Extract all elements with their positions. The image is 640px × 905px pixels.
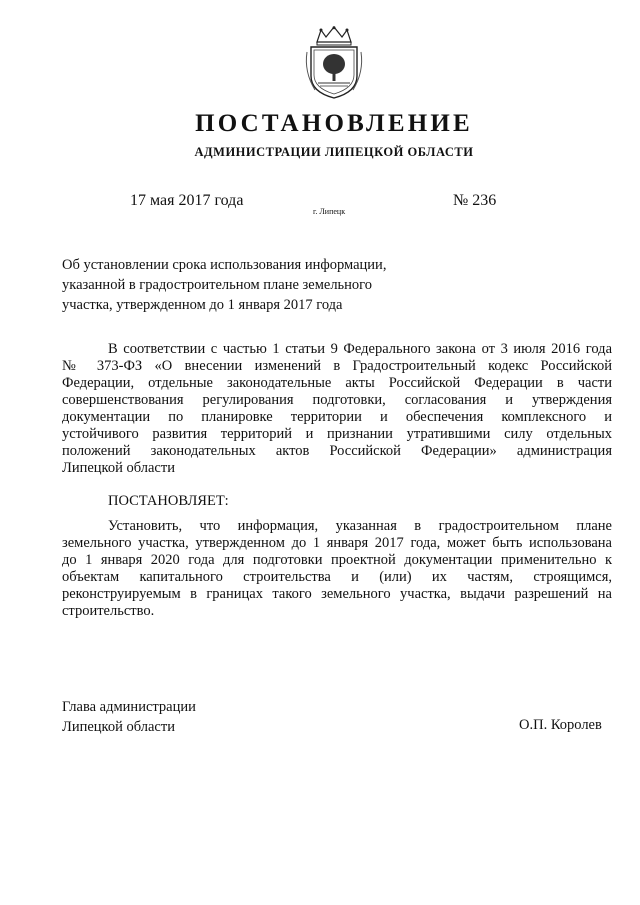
signatory-position [62,697,196,737]
paragraph-line: земельного участка, утвержденном до 1 января 2017 года, может быть использована [62,535,612,551]
signatory-position-line: Глава администрации [62,699,196,715]
paragraph-line: документации по планировке территории и обеспечения комплексного и [62,409,612,425]
document-date: 17 мая 2017 года [130,192,244,209]
paragraph-line: до 1 января 2020 года для подготовки проектной документации применительно к [62,552,612,568]
paragraph-line: совершенствования регулирования подготовки, согласования и утверждения [62,392,612,408]
paragraph-line: строительство. [62,603,155,619]
paragraph-line: № 373-ФЗ «О внесении изменений в Градостроительный кодекс Российской [62,358,612,374]
subject-line: Об установлении срока использования информации, [62,257,387,273]
paragraph-line: Установить, что информация, указанная в градостроительном плане [108,518,612,534]
resolution-heading: ПОСТАНОВЛЯЕТ: [108,493,229,509]
issuing-authority: АДМИНИСТРАЦИИ ЛИПЕЦКОЙ ОБЛАСТИ [194,145,474,159]
paragraph-line: устойчивого развития территорий и признании утратившими силу отдельных [62,426,612,442]
signatory-position-line: Липецкой области [62,719,175,735]
paragraph-line: реконструируемым в границах такого земельного участка, выдачи разрешений на [62,586,612,602]
paragraph-line: В соответствии с частью 1 статьи 9 Федерального закона от 3 июля 2016 года [108,341,612,357]
signatory-name: О.П. Королев [519,717,602,733]
preamble-paragraph [62,341,612,477]
document-number: № 236 [453,192,497,209]
document-subject [62,255,442,315]
paragraph-line: Липецкой области [62,460,175,476]
subject-line: указанной в градостроительном плане земельного [62,277,373,293]
paragraph-line: положений законодательных актов Российской Федерации» администрация [62,443,612,459]
coat-of-arms-icon [303,26,365,100]
paragraph-line: объектам капитального строительства и (или) их частям, строящимся, [62,569,612,585]
paragraph-line: Федерации, отдельные законодательные акты Российской Федерации в части [62,375,612,391]
decision-paragraph [62,518,612,620]
document-title: ПОСТАНОВЛЕНИЕ [195,110,473,137]
document-city: г. Липецк [313,207,346,216]
subject-line: участка, утвержденном до 1 января 2017 года [62,297,343,313]
